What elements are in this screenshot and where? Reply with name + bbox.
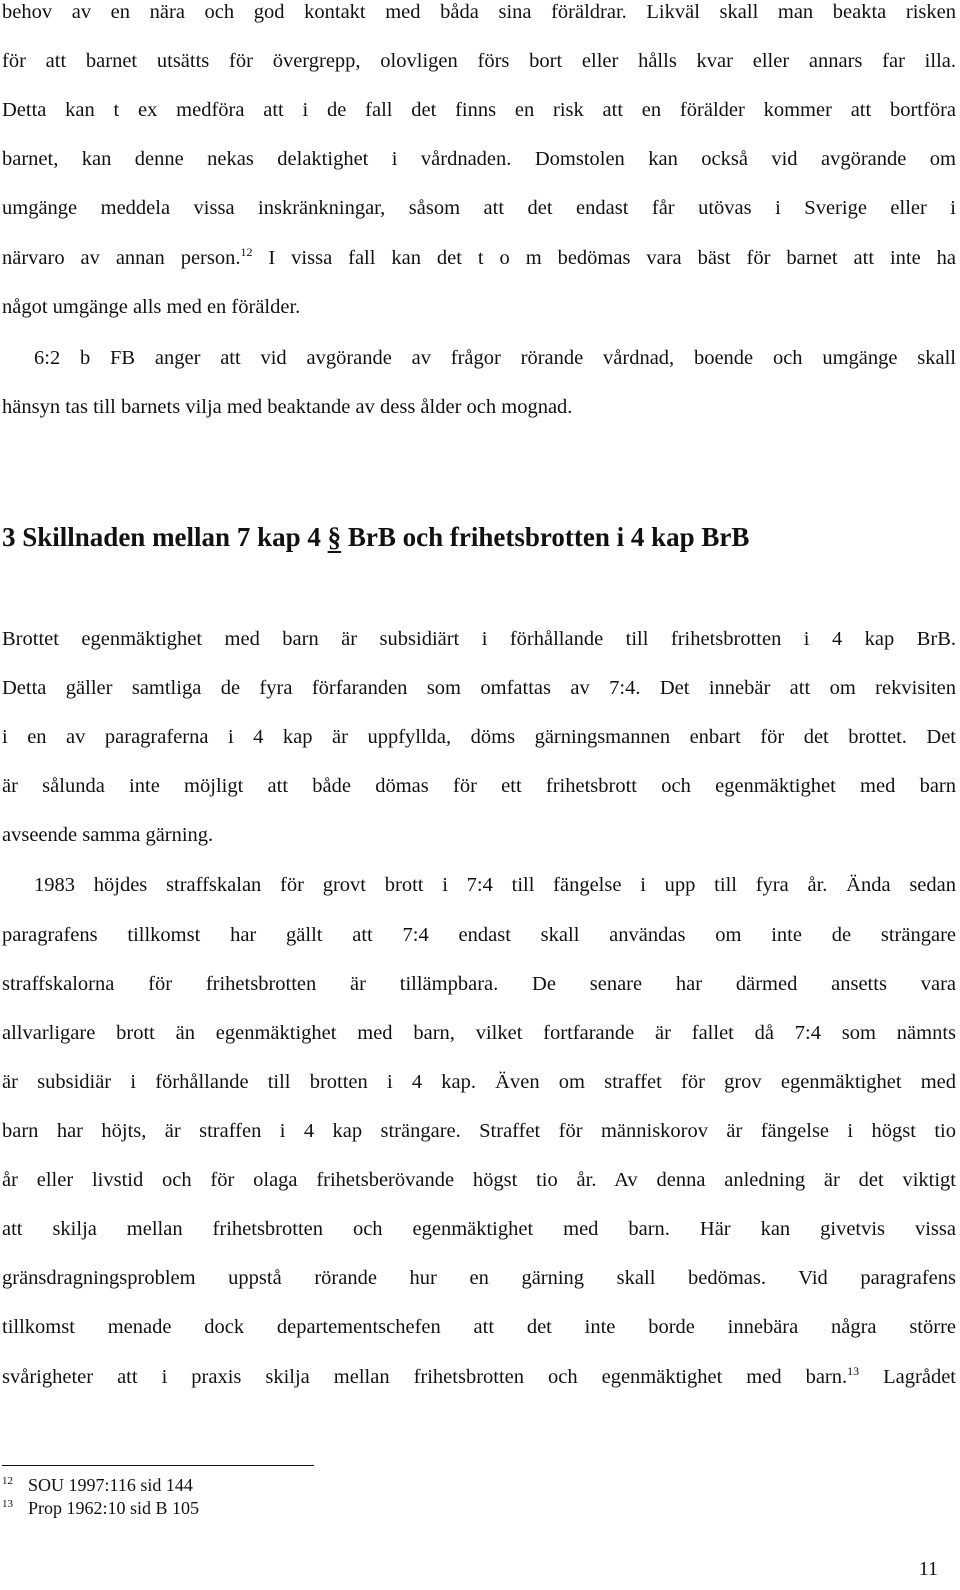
text-line: 1983 höjdes straffskalan för grovt brott i 7:4 till fängelse i upp till fyra år. Ända sedan — [34, 874, 956, 896]
footnote-ref-13: 13 — [847, 1364, 860, 1378]
text-line: behov av en nära och god kontakt med båda sina föräldrar. Likväl skall man beakta risken — [2, 1, 956, 23]
heading-text: 3 Skillnaden mellan 7 kap 4 — [2, 522, 321, 552]
text-line: Detta gäller samtliga de fyra förfaranden som omfattas av 7:4. Det innebär att om rekvisiten — [2, 677, 956, 699]
text-line: 6:2 b FB anger att vid avgörande av frågor rörande vårdnad, boende och umgänge skall — [34, 347, 956, 369]
text-segment: närvaro av annan person. — [2, 247, 241, 269]
footnote-ref-12: 12 — [240, 245, 253, 259]
section-heading — [2, 521, 749, 553]
text-line: är subsidiär i förhållande till brotten i 4 kap. Även om straffet för grov egenmäktighet med — [2, 1071, 956, 1093]
text-segment: svårigheter att i praxis skilja mellan frihetsbrotten och egenmäktighet med barn. — [2, 1366, 848, 1388]
text-line: paragrafens tillkomst har gällt att 7:4 endast skall användas om inte de strängare — [2, 924, 956, 946]
text-line: straffskalorna för frihetsbrotten är tillämpbara. De senare har därmed ansetts vara — [2, 973, 956, 995]
page-number: 11 — [918, 1558, 938, 1580]
footnote-text: SOU 1997:116 sid 144 — [28, 1475, 193, 1495]
text-line: något umgänge alls med en förälder. — [2, 296, 301, 318]
section-sign: § — [327, 522, 342, 552]
text-line: för att barnet utsätts för övergrepp, olovligen förs bort eller hålls kvar eller annars far illa. — [2, 50, 956, 72]
text-line: år eller livstid och för olaga frihetsberövande högst tio år. Av denna anledning är det viktigt — [2, 1169, 956, 1191]
footnote-13: 13 Prop 1962:10 sid B 105 — [2, 1498, 200, 1518]
text-segment: I vissa fall kan det t o m bedömas vara bäst för barnet att inte ha — [268, 247, 956, 269]
text-line: barnet, kan denne nekas delaktighet i vårdnaden. Domstolen kan också vid avgörande om — [2, 148, 956, 170]
text-line: gränsdragningsproblem uppstå rörande hur en gärning skall bedömas. Vid paragrafens — [2, 1267, 956, 1289]
text-line: i en av paragraferna i 4 kap är uppfyllda, döms gärningsmannen enbart för det brottet. Det — [2, 726, 956, 748]
text-line: Detta kan t ex medföra att i de fall det finns en risk att en förälder kommer att bortföra — [2, 99, 956, 121]
text-line: barn har höjts, är straffen i 4 kap strängare. Straffet för människorov är fängelse i högst tio — [2, 1120, 956, 1142]
heading-text: BrB och frihetsbrotten i 4 kap BrB — [341, 522, 750, 552]
footnote-divider — [2, 1465, 314, 1466]
text-line: tillkomst menade dock departementschefen att det inte borde innebära några större — [2, 1316, 956, 1338]
text-line: är sålunda inte möjligt att både dömas för ett frihetsbrott och egenmäktighet med barn — [2, 775, 956, 797]
text-line: allvarligare brott än egenmäktighet med barn, vilket fortfarande är fallet då 7:4 som nämnts — [2, 1022, 956, 1044]
text-line-with-footnote — [2, 246, 956, 270]
footnote-12: 12 SOU 1997:116 sid 144 — [2, 1475, 193, 1495]
footnote-text: Prop 1962:10 sid B 105 — [28, 1498, 200, 1518]
text-line-with-footnote — [2, 1365, 956, 1389]
text-line: umgänge meddela vissa inskränkningar, såsom att det endast får utövas i Sverige eller i — [2, 197, 956, 219]
text-line: Brottet egenmäktighet med barn är subsidiärt i förhållande till frihetsbrotten i 4 kap BrB. — [2, 628, 956, 650]
text-line: avseende samma gärning. — [2, 824, 214, 846]
text-segment: Lagrådet — [883, 1366, 956, 1388]
text-line: hänsyn tas till barnets vilja med beaktande av dess ålder och mognad. — [2, 396, 573, 418]
text-line: att skilja mellan frihetsbrotten och egenmäktighet med barn. Här kan givetvis vissa — [2, 1218, 956, 1240]
